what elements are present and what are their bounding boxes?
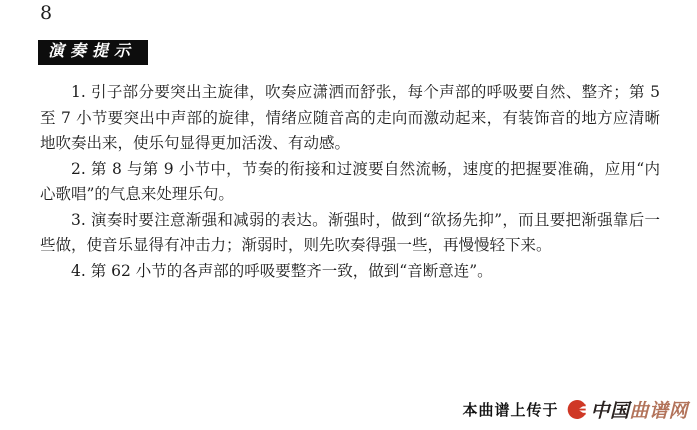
site-logo-text: [590, 396, 688, 423]
tip-paragraph: 2. 第 8 与第 9 小节中，节奏的衔接和过渡要自然流畅，速度的把握要准确，应用“内心歌唱”的气息来处理乐句。: [40, 159, 660, 203]
qupu-logo-icon: [566, 399, 587, 420]
footer: [462, 396, 688, 423]
page-number: 8: [40, 2, 53, 24]
tip-paragraph: 1. 引子部分要突出主旋律，吹奏应潇洒而舒张，每个声部的呼吸要自然、整齐；第 5 至 7 小节要突出中声部的旋律，情绪应随音高的走向而激动起来，有装饰音的地方应清晰地吹奏出来，使乐句显得更加活泼、有动感。: [40, 83, 660, 152]
site-logo-text-part2: 曲谱网: [629, 401, 688, 422]
section-header-performance-tips: 演奏提示: [38, 40, 148, 65]
tip-paragraph: 4. 第 62 小节的各声部的呼吸要整齐一致，做到“音断意连”。: [71, 261, 493, 280]
site-logo-text-part1: 中国: [590, 401, 630, 422]
uploaded-by-text: 本曲谱上传于: [462, 402, 559, 419]
tip-paragraph: 3. 演奏时要注意渐强和减弱的表达。渐强时，做到“欲扬先抑”，而且要把渐强靠后一些做，使音乐显得有冲击力；渐弱时，则先吹奏得强一些，再慢慢轻下来。: [40, 210, 660, 254]
site-logo: [566, 396, 688, 423]
tips-section: [40, 80, 660, 284]
